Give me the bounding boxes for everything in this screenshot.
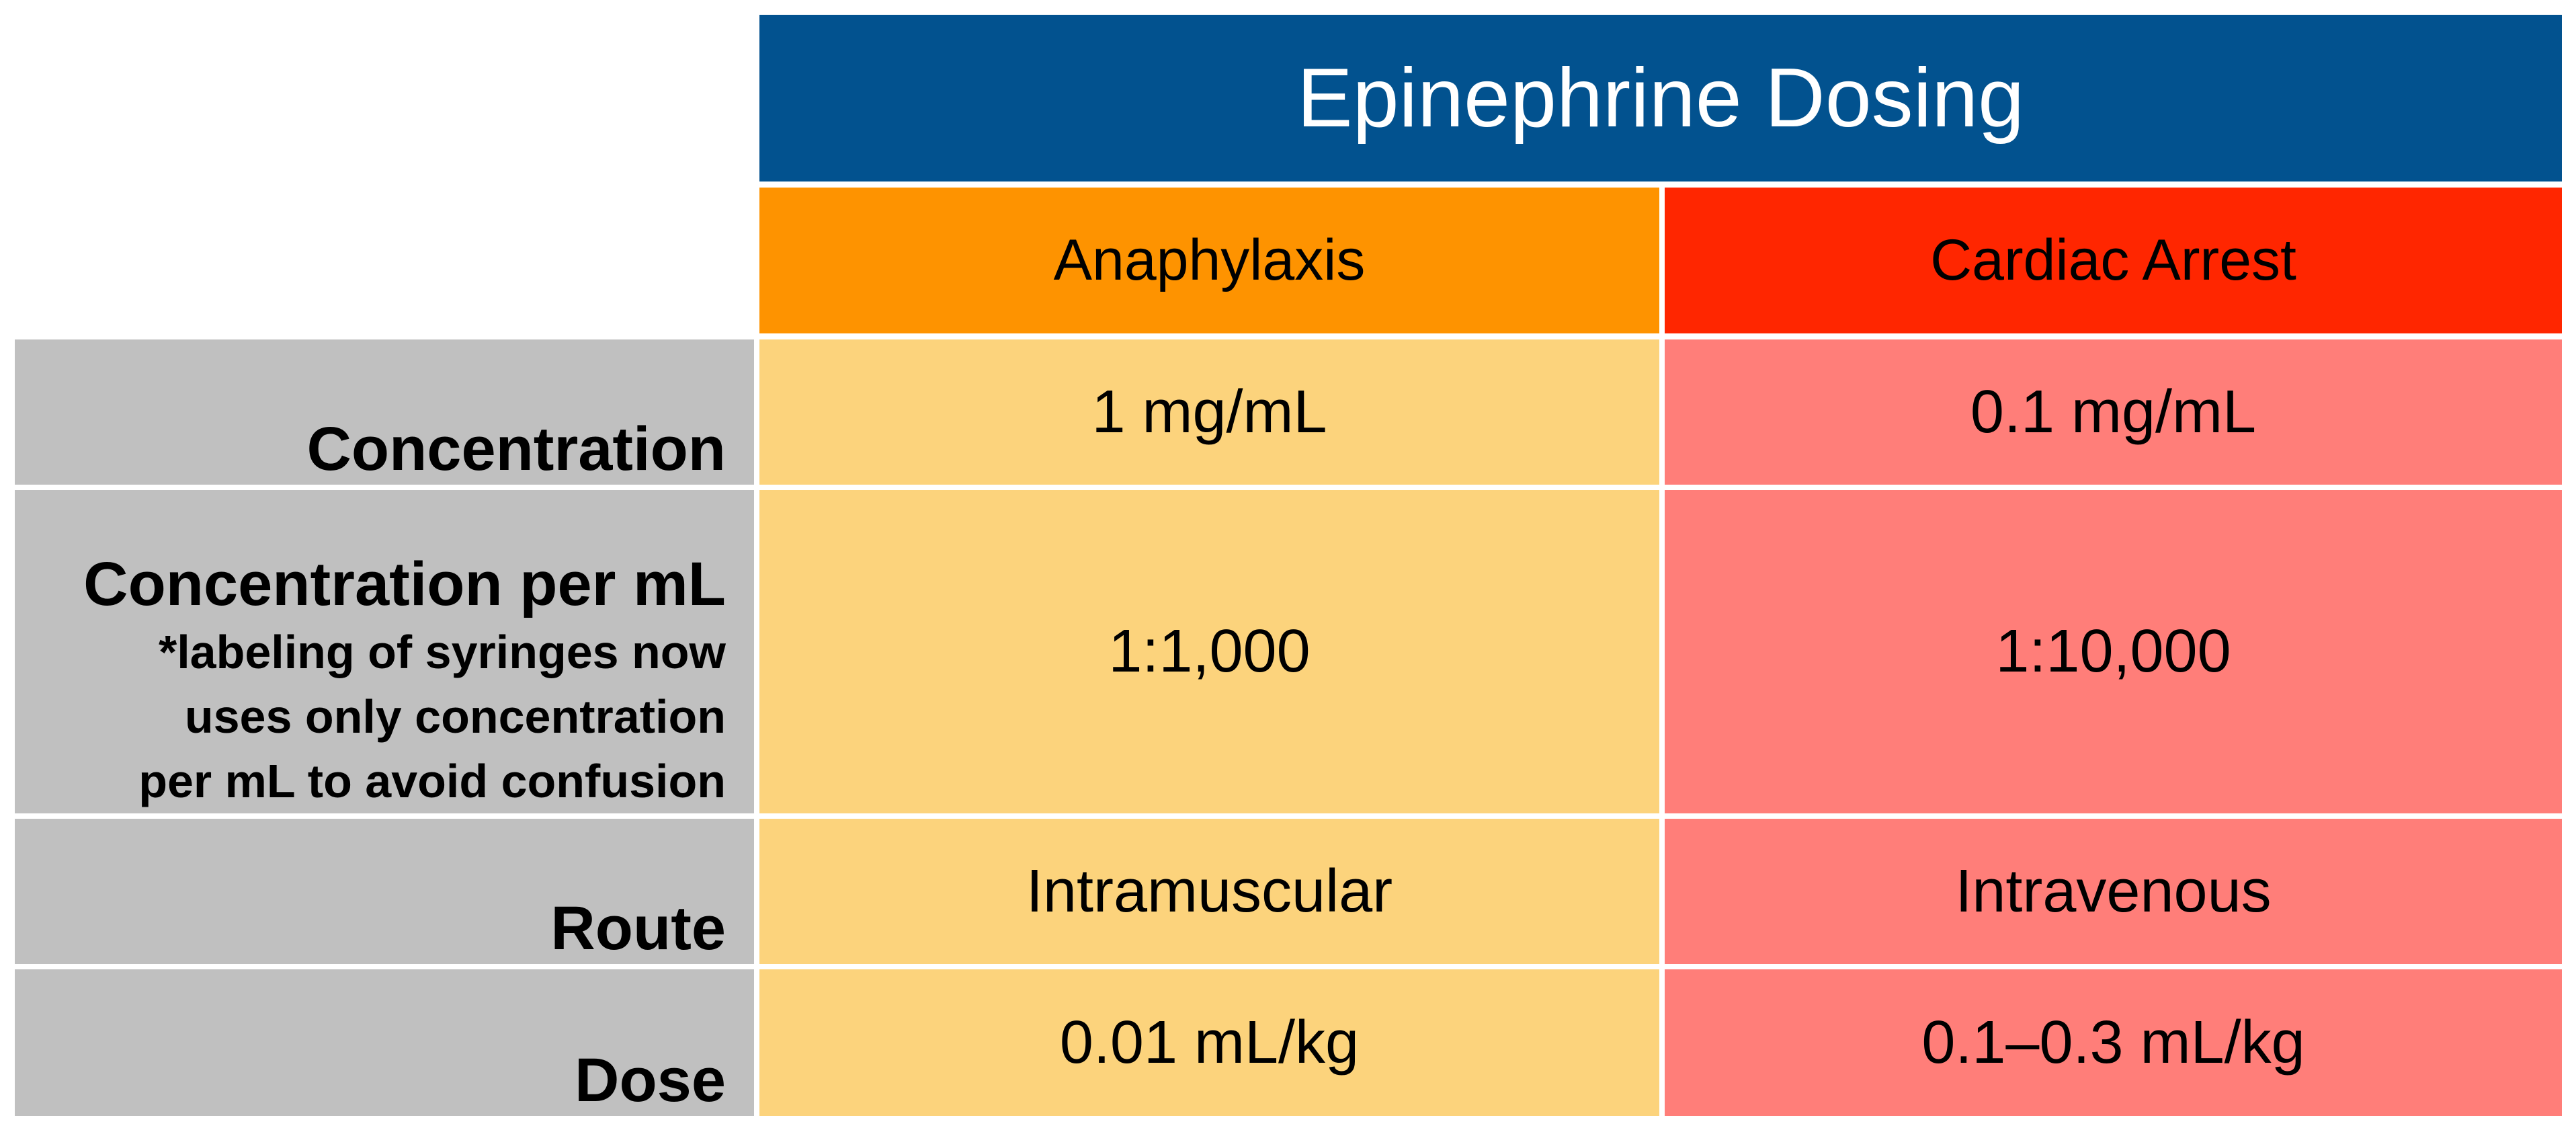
table-cell <box>759 339 1659 485</box>
cell-value: 0.01 mL/kg <box>1059 1008 1360 1076</box>
row-label-text: Concentration per mL <box>83 550 726 618</box>
cell-value: Intravenous <box>1955 857 2272 925</box>
row-label-concentration <box>15 339 754 485</box>
table-cell <box>759 819 1659 964</box>
column-header-label: Cardiac Arrest <box>1930 228 2296 292</box>
row-label-text: Route <box>550 894 726 963</box>
column-header-cardiac-arrest <box>1665 188 2562 333</box>
row-label-note: *labeling of syringes now <box>158 626 726 678</box>
column-header-anaphylaxis <box>759 188 1659 333</box>
table-cell <box>1665 969 2562 1116</box>
row-label-note: uses only concentration <box>184 690 726 743</box>
column-header-label: Anaphylaxis <box>1053 228 1366 292</box>
row-label-note: per mL to avoid confusion <box>138 755 726 807</box>
cell-value: Intramuscular <box>1026 857 1393 925</box>
cell-value: 0.1 mg/mL <box>1970 378 2257 446</box>
row-label-concentration-per-ml <box>15 490 754 813</box>
table-title-text: Epinephrine Dosing <box>1296 52 2025 145</box>
row-label-route <box>15 819 754 964</box>
row-label-text: Dose <box>575 1046 726 1115</box>
table-cell <box>1665 339 2562 485</box>
table-cell <box>1665 819 2562 964</box>
cell-value: 1 mg/mL <box>1091 378 1327 446</box>
row-label-text: Concentration <box>306 415 726 483</box>
table-cell <box>759 490 1659 813</box>
cell-value: 1:1,000 <box>1108 618 1311 685</box>
table-cell <box>759 969 1659 1116</box>
row-label-dose <box>15 969 754 1116</box>
table-title <box>759 15 2562 181</box>
table-cell <box>1665 490 2562 813</box>
cell-value: 1:10,000 <box>1995 618 2231 685</box>
cell-value: 0.1–0.3 mL/kg <box>1921 1008 2305 1076</box>
